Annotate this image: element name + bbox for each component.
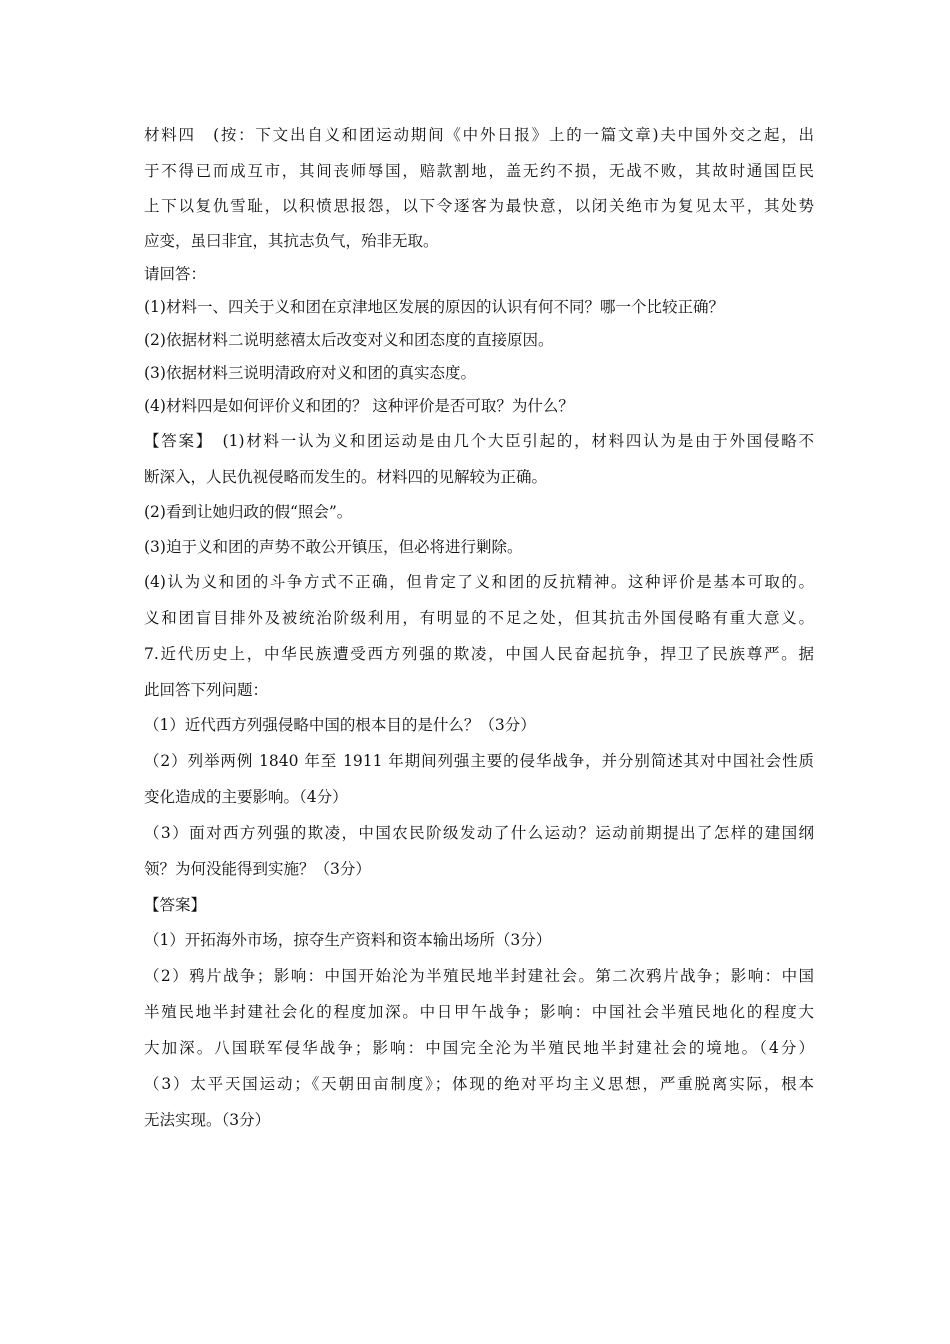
text-line: 断深入，人民仇视侵略而发生的。材料四的见解较为正确。 — [144, 468, 548, 486]
q7-answer-2: （2）鸦片战争；影响：中国开始沦为半殖民地半封建社会。第二次鸦片战争；影响：中国 — [144, 967, 814, 985]
text-line: 半殖民地半封建社会化的程度加深。中日甲午战争；影响：中国社会半殖民地化的程度大 — [144, 1003, 814, 1021]
answer-heading: 【答案】 — [144, 896, 207, 914]
text-line: 领？为何没能得到实施？（3分） — [144, 860, 371, 878]
q7-part-3: （3）面对西方列强的欺凌，中国农民阶级发动了什么运动？运动前期提出了怎样的建国纲 — [144, 824, 814, 842]
text-line: 变化造成的主要影响。（4分） — [144, 788, 348, 806]
q7-part-2: （2）列举两例 1840 年至 1911 年期间列强主要的侵华战争，并分别简述其对中国社会性质 — [144, 752, 814, 770]
question-1: (1)材料一、四关于义和团在京津地区发展的原因的认识有何不同？哪一个比较正确？ — [144, 298, 724, 316]
answer-2: (2)看到让她归政的假“照会”。 — [144, 503, 353, 521]
answer-3: (3)迫于义和团的声势不敢公开镇压，但必将进行剿除。 — [144, 538, 523, 556]
text-line: 无法实现。（3分） — [144, 1111, 271, 1129]
text-line: 材料四 (按：下文出自义和团运动期间《中外日报》上的一篇文章)夫中国外交之起，出 — [144, 126, 814, 144]
text-line: 上下以复仇雪耻，以积愤思报怨，以下令逐客为最快意，以闭关绝市为复见太平，其处势 — [144, 197, 814, 215]
answer-line: 【答案】 (1)材料一认为义和团运动是由几个大臣引起的，材料四认为是由于外国侵略不 — [144, 432, 814, 450]
q7-answer-1: （1）开拓海外市场，掠夺生产资料和资本输出场所（3分） — [144, 931, 552, 949]
text-line: 此回答下列问题： — [144, 681, 269, 699]
question-2: (2)依据材料二说明慈禧太后改变对义和团态度的直接原因。 — [144, 331, 554, 349]
answer-4: (4)认为义和团的斗争方式不正确，但肯定了义和团的反抗精神。这种评价是基本可取的。 — [144, 573, 814, 591]
q7-answer-3: （3）太平天国运动；《天朝田亩制度》；体现的绝对平均主义思想，严重脱离实际，根本 — [144, 1075, 814, 1093]
text-line: 大加深。八国联军侵华战争；影响：中国完全沦为半殖民地半封建社会的境地。（4分） — [144, 1039, 814, 1057]
text-line: 于不得已而成互市，其间丧师辱国，赔款割地，盖无约不损，无战不败，其故时通国臣民 — [144, 162, 814, 180]
question-4: (4)材料四是如何评价义和团的？ 这种评价是否可取？为什么？ — [144, 397, 574, 415]
text-line: 义和团盲目排外及被统治阶级利用，有明显的不足之处，但其抗击外国侵略有重大意义。 — [144, 609, 814, 627]
question-7: 7.近代历史上，中华民族遭受西方列强的欺凌，中国人民奋起抗争，捍卫了民族尊严。据 — [144, 645, 814, 663]
text-line: 请回答： — [144, 265, 207, 283]
question-3: (3)依据材料三说明清政府对义和团的真实态度。 — [144, 364, 476, 382]
q7-part-1: （1）近代西方列强侵略中国的根本目的是什么？（3分） — [144, 716, 536, 734]
text-line: 应变，虽曰非宜，其抗志负气，殆非无取。 — [144, 232, 439, 250]
